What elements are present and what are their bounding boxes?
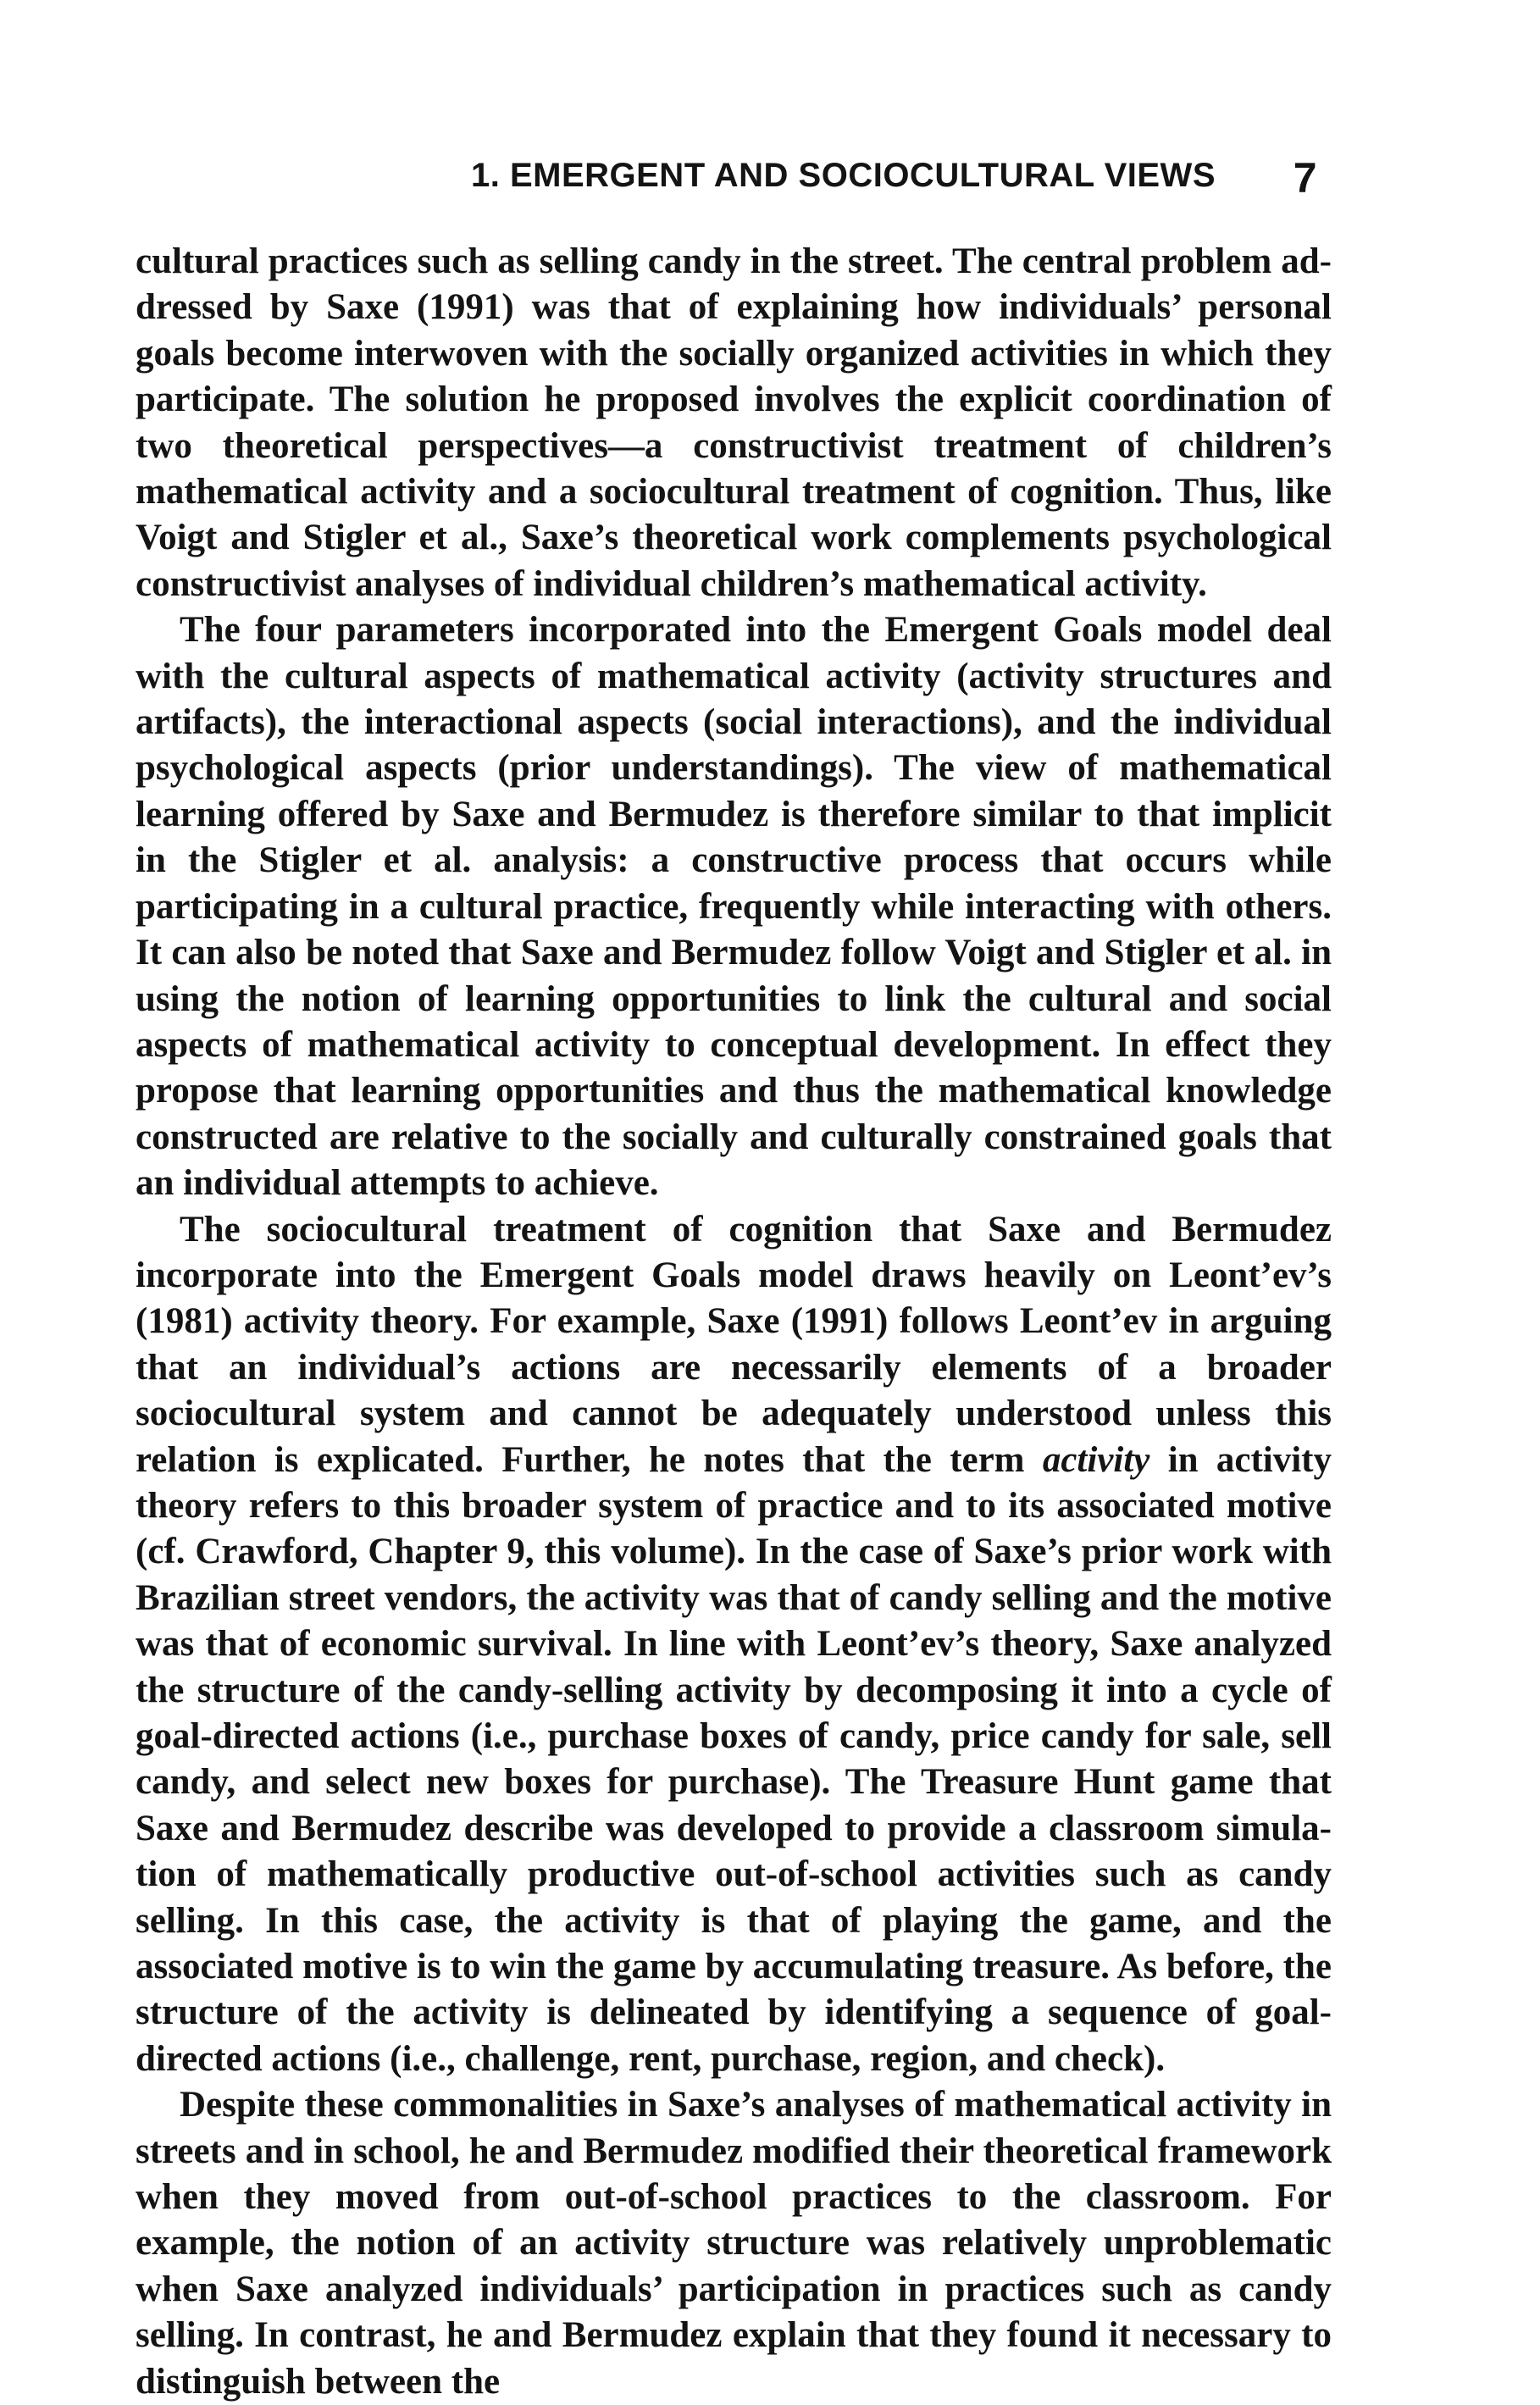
page-number: 7 (1293, 154, 1317, 202)
paragraph-text: in activity theory refers to this broader system of practice and to its associated motive (cf. Crawford, Chapter 9, this volume). In the case of Saxe’s prior work with Brazilian street vendors, the activity was that of candy selling and the motive was that of economic survival. In line with Leont’ev’s theory, Saxe analyzed the structure of the candy-selling activity by decomposing it into a cycle of goal-directed actions (i.e., purchase boxes of candy, price candy for sale, sell candy, and select new boxes for purchase). The Treasure Hunt game that Saxe and Bermudez describe was developed to provide a classroom simulation of mathematically productive out-of-school activities such as candy selling. In this case, the activity is that of playing the game, and the associated motive is to win the game by accumulating treasure. As before, the structure of the activity is delineated by identifying a sequence of goal-directed actions (i.e., challenge, rent, purchase, region, and check). (136, 1439, 1332, 2079)
body-text (136, 239, 1332, 2405)
paragraph-continued: cultural practices such as selling candy in the street. The central problem addressed by Saxe (1991) was that of explaining how individuals’ personal goals become interwoven with the socially organized activities in which they participate. The solution he proposed involves the explicit coordination of two theoretical perspectives—a constructivist treatment of children’s mathematical activity and a sociocultural treatment of cognition. Thus, like Voigt and Stigler et al., Saxe’s theoretical work complements psychological constructivist analyses of individual children’s mathematical activity. (136, 241, 1332, 604)
paragraph-text: The sociocultural treatment of cognition that Saxe and Bermudez incorporate into the Emergent Goals model draws heavily on Leont’ev’s (1981) activity theory. For example, Saxe (1991) follows Leont’ev in arguing that an individual’s actions are necessarily elements of a broader sociocultural system and cannot be adequately understood unless this relation is explicated. Further, he notes that the term (136, 1209, 1332, 1480)
paragraph: The four parameters incorporated into the Emergent Goals model deal with the cultural aspects of mathematical activity (activity structures and artifacts), the interactional aspects (social interactions), and the individual psychological aspects (prior understandings). The view of mathematical learning offered by Saxe and Bermudez is therefore similar to that implicit in the Stigler et al. analysis: a constructive process that occurs while participating in a cultural practice, frequently while interacting with others. It can also be noted that Saxe and Bermudez follow Voigt and Stigler et al. in using the notion of learning opportunities to link the cultural and social aspects of mathematical activity to conceptual development. In effect they propose that learning opportunities and thus the mathematical knowledge constructed are relative to the socially and culturally constrained goals that an individual attempts to achieve. (136, 610, 1332, 1204)
italic-term: activity (1042, 1439, 1150, 1480)
paragraph (136, 1207, 1332, 2083)
running-title: 1. EMERGENT AND SOCIOCULTURAL VIEWS (470, 157, 1216, 194)
running-head (186, 154, 1317, 208)
paragraph: Despite these commonalities in Saxe’s analyses of mathematical activity in streets and in school, he and Bermudez modified their theoretical framework when they moved from out-of-school practices to the classroom. For example, the notion of an activity structure was relatively unproblematic when Saxe analyzed individuals’ participation in practices such as candy selling. In contrast, he and Bermudez explain that they found it necessary to distinguish between the (136, 2085, 1332, 2402)
